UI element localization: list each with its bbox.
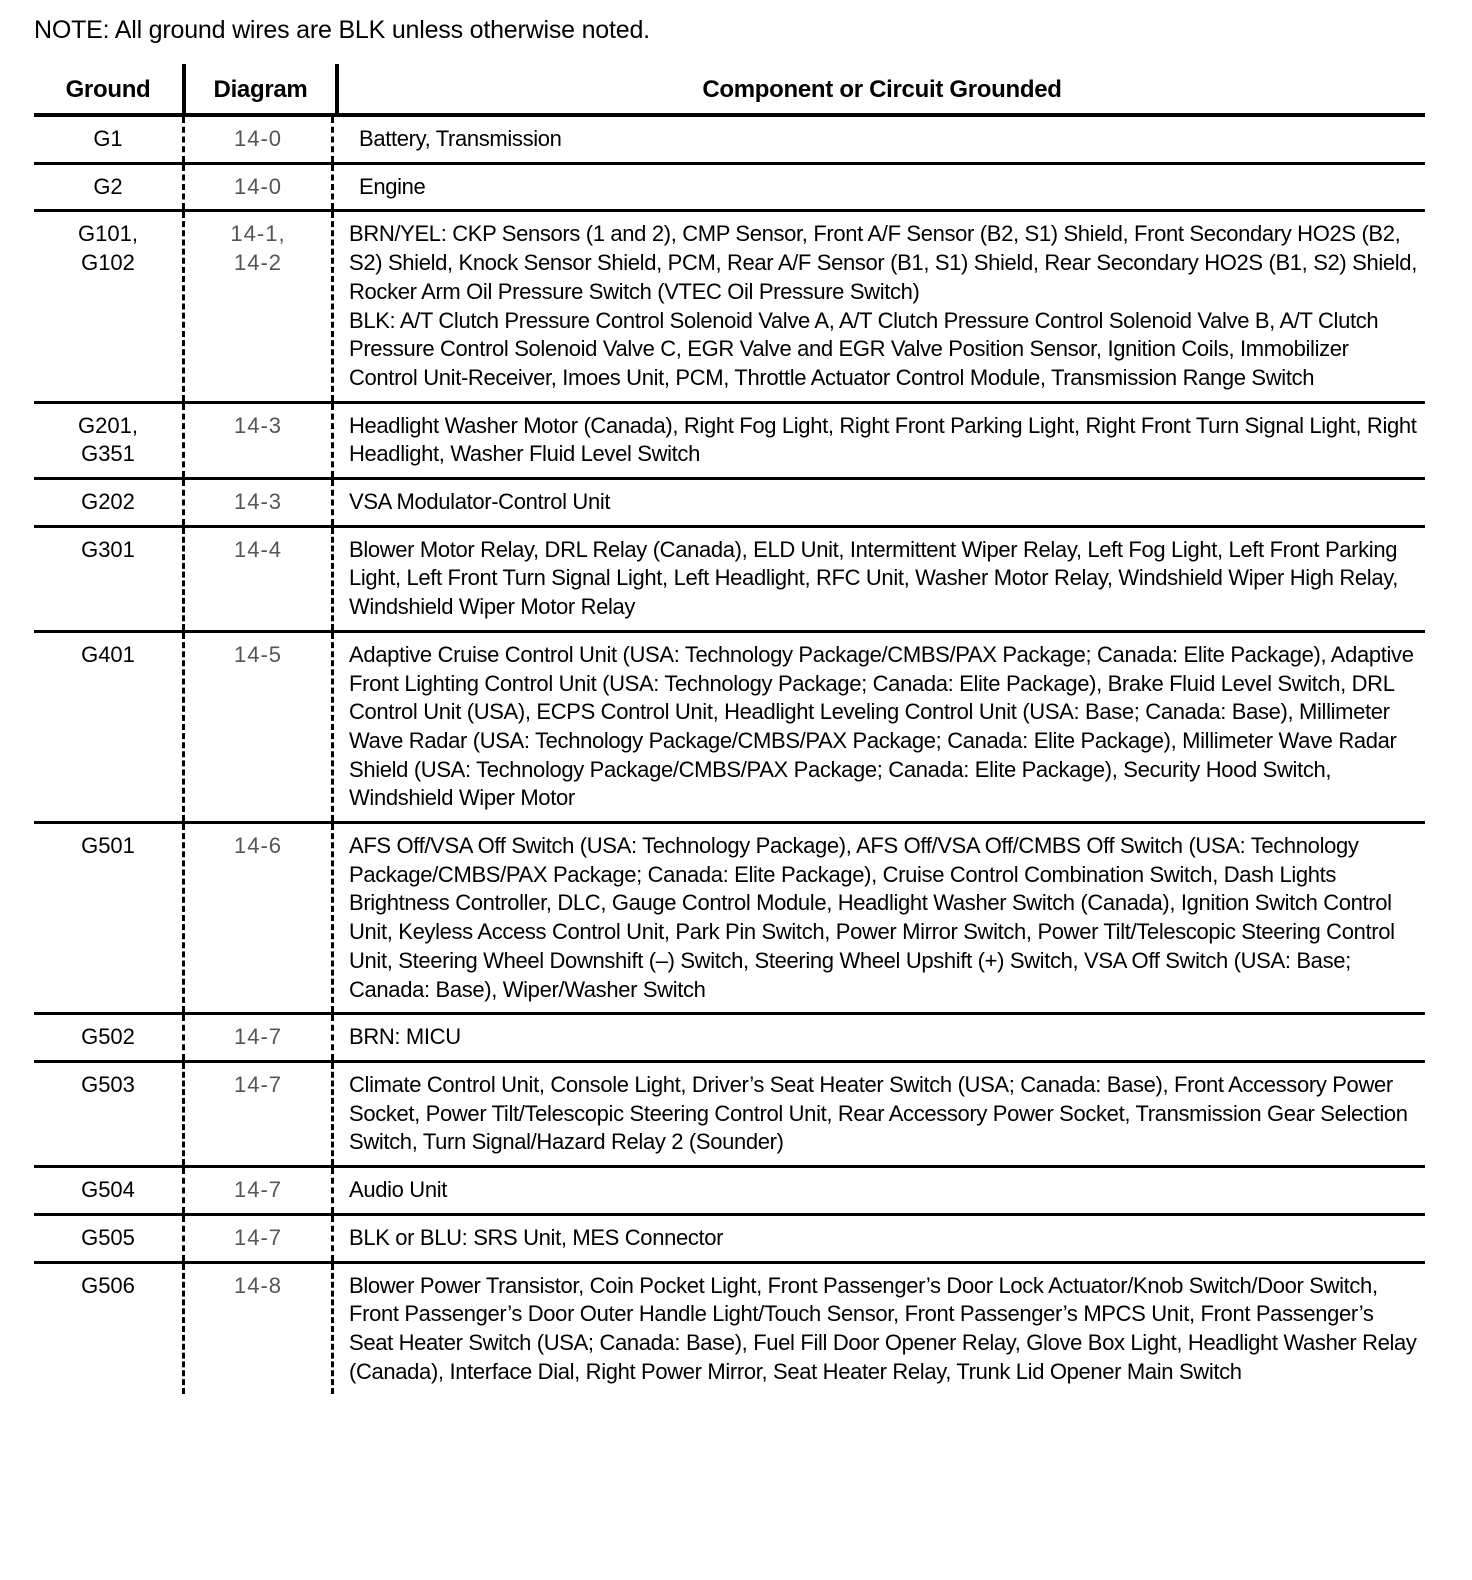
component-cell [334,633,1425,821]
header-component: Component or Circuit Grounded [702,75,1062,103]
ground-cell [34,212,185,400]
component-text: AFS Off/VSA Off Switch (USA: Technology Package), AFS Off/VSA Off/CMBS Off Switch (USA: Technology Package/CMBS/PAX Package; Canada: Elite Package), Cruise Control Combination Switch, Dash Lights Brightness Controller, DLC, Gauge Control Module, Headlight Washer Switch (Canada), Ignition Switch Control Unit, Keyless Access Control Unit, Park Pin Switch, Power Mirror Switch, Power Tilt/Telescopic Steering Control Unit, Steering Wheel Downshift (–) Switch, Steering Wheel Upshift (+) Switch, VSA Off Switch (USA: Base; Canada: Base), Wiper/Washer Switch [349,833,1395,1002]
ground-wire-note: NOTE: All ground wires are BLK unless otherwise noted. [34,16,650,44]
component-cell [334,1063,1425,1165]
ground-cell [34,1015,185,1060]
component-cell [334,165,1425,210]
diagram-link[interactable]: 14-2 [233,250,283,276]
ground-cell [34,1264,185,1395]
ground-id: G101, [78,221,138,247]
component-text: BLK or BLU: SRS Unit, MES Connector [349,1224,724,1250]
diagram-cell [185,480,334,525]
component-cell [334,1264,1425,1395]
diagram-link[interactable]: 14-7 [233,1224,283,1250]
ground-id: G401 [81,641,135,667]
component-text: Blower Power Transistor, Coin Pocket Light, Front Passenger’s Door Lock Actuator/Knob Switch/Door Switch, Front Passenger’s Door Outer Handle Light/Touch Sensor, Front Passenger’s MPCS Unit, Front Passenger’s Seat Heater Switch (USA; Canada: Base), Fuel Fill Door Opener Relay, Glove Box Light, Headlight Washer Relay (Canada), Interface Dial, Right Power Mirror, Seat Heater Relay, Trunk Lid Opener Main Switch [349,1272,1417,1384]
component-cell [334,1015,1425,1060]
ground-cell [34,117,185,162]
table-row [34,117,1425,165]
component-cell [334,404,1425,477]
component-cell [334,1168,1425,1213]
diagram-link[interactable]: 14-1, [230,221,286,247]
diagram-cell [185,1015,334,1060]
diagram-link[interactable]: 14-0 [233,126,283,151]
ground-table [34,64,1425,1426]
table-row [34,633,1425,824]
ground-id: G202 [81,489,135,515]
table-row [34,404,1425,480]
ground-id: G505 [81,1224,135,1250]
table-header [34,64,1425,117]
diagram-cell [185,117,334,162]
table-row [34,1216,1425,1264]
diagram-cell [185,1216,334,1261]
component-text: Headlight Washer Motor (Canada), Right Fog Light, Right Front Parking Light, Right Front Turn Signal Light, Right Headlight, Washer Fluid Level Switch [349,412,1417,467]
ground-id: G201, [78,412,138,438]
diagram-cell [185,404,334,477]
component-text: Blower Motor Relay, DRL Relay (Canada), ELD Unit, Intermittent Wiper Relay, Left Fog Light, Left Front Parking Light, Left Front Turn Signal Light, Left Headlight, RFC Unit, Washer Motor Relay, Windshield Wiper High Relay, Windshield Wiper Motor Relay [349,536,1398,620]
table-row [34,1168,1425,1216]
ground-id: G504 [81,1177,135,1203]
ground-id: G102 [81,250,135,276]
table-row [34,1264,1425,1427]
ground-id: G1 [93,126,123,151]
ground-id: G501 [81,833,135,859]
component-text: Climate Control Unit, Console Light, Driver’s Seat Heater Switch (USA; Canada: Base), Front Accessory Power Socket, Power Tilt/Telescopic Steering Control Unit, Rear Accessory Power Socket, Transmission Gear Selection Switch, Turn Signal/Hazard Relay 2 (Sounder) [349,1071,1408,1155]
component-text: BRN: MICU [349,1024,461,1050]
ground-cell [34,1168,185,1213]
component-text: Adaptive Cruise Control Unit (USA: Technology Package/CMBS/PAX Package; Canada: Elite Package), Adaptive Front Lighting Control Unit (USA: Technology Package; Canada: Elite Package), Brake Fluid Level Switch, DRL Control Unit (USA), ECPS Control Unit, Headlight Leveling Control Unit (USA: Base; Canada: Base), Millimeter Wave Radar (USA: Technology Package/CMBS/PAX Package; Canada: Elite Package), Millimeter Wave Radar Shield (USA: Technology Package/CMBS/PAX Package; Canada: Elite Package), Security Hood Switch, Windshield Wiper Motor [349,641,1414,811]
ground-id: G301 [81,536,135,562]
diagram-cell [185,528,334,630]
ground-id: G2 [93,173,123,199]
component-text: VSA Modulator-Control Unit [349,489,611,515]
component-text: Audio Unit [349,1177,448,1203]
component-text: BRN/YEL: CKP Sensors (1 and 2), CMP Sensor, Front A/F Sensor (B2, S1) Shield, Front Secondary HO2S (B2, S2) Shield, Knock Sensor Shield, PCM, Rear A/F Sensor (B1, S1) Shield, Rear Secondary HO2S (B1, S2) Shield, Rocker Arm Oil Pressure Switch (VTEC Oil Pressure Switch) [349,221,1417,304]
component-text: BLK: A/T Clutch Pressure Control Solenoid Valve A, A/T Clutch Pressure Control Solenoid Valve B, A/T Clutch Pressure Control Solenoid Valve C, EGR Valve and EGR Valve Position Sensor, Ignition Coils, Immobilizer Control Unit-Receiver, Imoes Unit, PCM, Throttle Actuator Control Module, Transmission Range Switch [349,307,1379,390]
ground-cell [34,528,185,630]
table-row [34,165,1425,213]
table-row [34,528,1425,633]
diagram-cell [185,1264,334,1395]
ground-id: G506 [81,1272,135,1298]
diagram-cell [185,633,334,821]
component-cell [334,528,1425,630]
diagram-link[interactable]: 14-0 [233,173,283,199]
component-text: Engine [359,173,426,199]
diagram-cell [185,212,334,400]
ground-cell [34,165,185,210]
diagram-cell [185,1063,334,1165]
diagram-link[interactable]: 14-8 [233,1272,283,1298]
diagram-link[interactable]: 14-6 [233,833,283,859]
component-cell [334,824,1425,1012]
component-cell [334,212,1425,400]
ground-cell [34,404,185,477]
table-row [34,480,1425,528]
ground-id: G503 [81,1071,135,1097]
diagram-cell [185,1168,334,1213]
ground-cell [34,480,185,525]
diagram-link[interactable]: 14-3 [233,489,283,515]
diagram-link[interactable]: 14-7 [233,1177,283,1203]
diagram-link[interactable]: 14-3 [233,412,283,438]
ground-cell [34,1216,185,1261]
component-text: Battery, Transmission [359,126,562,151]
table-row [34,1063,1425,1168]
table-row [34,212,1425,403]
ground-id: G502 [81,1024,135,1050]
diagram-link[interactable]: 14-5 [233,641,283,667]
component-cell [334,480,1425,525]
table-row [34,824,1425,1015]
ground-id: G351 [81,441,135,467]
diagram-link[interactable]: 14-7 [233,1024,283,1050]
table-body [34,117,1425,1426]
diagram-link[interactable]: 14-7 [233,1071,283,1097]
ground-cell [34,824,185,1012]
header-diagram: Diagram [186,64,339,113]
component-cell [334,117,1425,162]
diagram-link[interactable]: 14-4 [233,536,283,562]
diagram-cell [185,824,334,1012]
ground-cell [34,633,185,821]
header-ground: Ground [34,64,186,113]
ground-cell [34,1063,185,1165]
table-row [34,1015,1425,1063]
component-cell [334,1216,1425,1261]
diagram-cell [185,165,334,210]
